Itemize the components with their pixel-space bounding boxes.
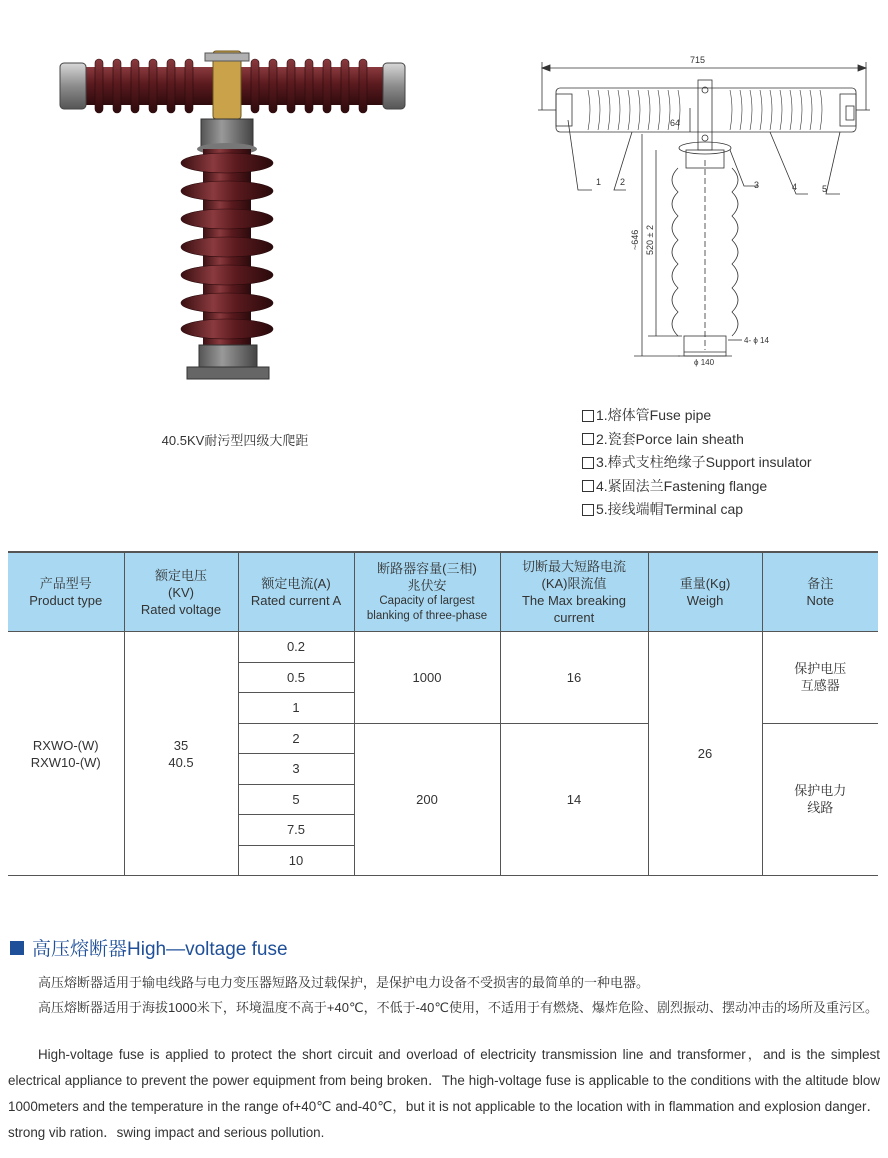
cell-current: 10	[238, 845, 354, 876]
product-photo	[55, 45, 410, 385]
part-label-3: 3	[754, 180, 760, 190]
cell-note: 保护电力 线路	[762, 723, 878, 876]
paragraph-cn-2: 高压熔断器适用于海拔1000米下，环境温度不高于+40℃，不低于-40℃使用，不适用于有燃烧、爆炸危险、剧烈振动、摆动冲击的场所及重污区。	[38, 1000, 878, 1015]
header-breaking-current: 切断最大短路电流 (KA)限流值 The Max breaking current	[500, 552, 648, 632]
cell-weight: 26	[648, 632, 762, 876]
cell-current: 5	[238, 784, 354, 815]
part-label-1: 1	[596, 177, 602, 187]
dim-646: ~646	[630, 229, 640, 250]
header-capacity: 断路器容量(三相) 兆伏安 Capacity of largest blanking of three-phase	[354, 552, 500, 632]
cell-current: 2	[238, 723, 354, 754]
fuse-illustration	[55, 45, 410, 385]
table-row	[8, 632, 878, 663]
cell-current: 3	[238, 754, 354, 785]
dim-overall-width: 715	[690, 55, 706, 65]
cell-note: 保护电压 互感器	[762, 632, 878, 724]
legend-item: 3.棒式支柱绝缘子Support insulator	[582, 451, 812, 475]
header-note: 备注 Note	[762, 552, 878, 632]
legend-item: 5.接线端帽Terminal cap	[582, 498, 812, 522]
paragraph-en: High-voltage fuse is applied to protect the short circuit and overload of electricity transmission line and transformer，and is the simplest electrical appliance to prevent the power equipment from being broken．The high-voltage fuse is applicable to the conditions with the altitude blow 1000meters and the temperature in the range of+40℃ and-40℃，but it is not applicable to the location with in flammation and explosion danger．strong vib ration．swing impact and serious pollution.	[8, 1047, 880, 1140]
legend-item: 4.紧固法兰Fastening flange	[582, 475, 812, 499]
cell-current: 7.5	[238, 815, 354, 846]
checkbox-icon	[582, 504, 594, 516]
cell-capacity: 200	[354, 723, 500, 876]
cell-product-type: RXWO-(W) RXW10-(W)	[8, 632, 124, 876]
part-label-2: 2	[620, 177, 626, 187]
dim-holes: 4- ϕ 14	[744, 336, 769, 345]
dim-64: 64	[670, 118, 681, 128]
cell-current: 0.5	[238, 662, 354, 693]
checkbox-icon	[582, 457, 594, 469]
parts-legend	[582, 404, 812, 522]
header-product-type: 产品型号 Product type	[8, 552, 124, 632]
cell-capacity: 1000	[354, 632, 500, 724]
table-header-row	[8, 552, 878, 632]
part-label-5: 5	[822, 184, 828, 194]
checkbox-icon	[582, 433, 594, 445]
legend-item: 2.瓷套Porce lain sheath	[582, 428, 812, 452]
cell-breaking: 14	[500, 723, 648, 876]
technical-drawing	[530, 50, 880, 370]
header-rated-current: 额定电流(A) Rated current A	[238, 552, 354, 632]
cell-current: 0.2	[238, 632, 354, 663]
section-title: 高压熔断器High—voltage fuse	[10, 934, 288, 961]
legend-item: 1.熔体管Fuse pipe	[582, 404, 812, 428]
dim-520: 520 ± 2	[645, 225, 655, 255]
cell-breaking: 16	[500, 632, 648, 724]
checkbox-icon	[582, 480, 594, 492]
cell-current: 1	[238, 693, 354, 724]
part-label-4: 4	[792, 182, 798, 192]
header-weight: 重量(Kg) Weigh	[648, 552, 762, 632]
dim-base: ϕ 140	[694, 358, 715, 367]
checkbox-icon	[582, 410, 594, 422]
photo-caption: 40.5KV耐污型四级大爬距	[161, 433, 309, 448]
paragraph-cn-1: 高压熔断器适用于输电线路与电力变压器短路及过载保护，是保护电力设备不受损害的最简单的一种电器。	[38, 975, 650, 990]
cell-rated-voltage: 35 40.5	[124, 632, 238, 876]
spec-table	[8, 551, 878, 876]
header-rated-voltage: 额定电压 (KV) Rated voltage	[124, 552, 238, 632]
square-bullet-icon	[10, 941, 24, 955]
